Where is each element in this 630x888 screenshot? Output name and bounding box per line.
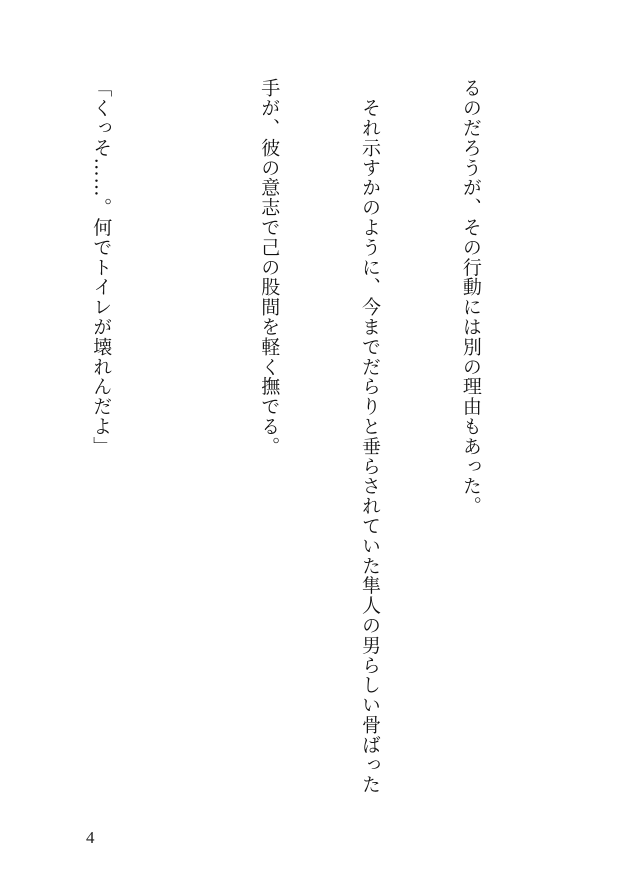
text-line: 手が、彼の意志で己の股間を軽く撫でる。 — [258, 78, 281, 457]
dialogue-line: 「くっそ……。何でトイレが壊れんだよ」 — [90, 78, 113, 457]
text-line: それ示すかのように、今までだらりと垂らされていた隼人の男らしい骨ばった — [359, 78, 382, 795]
page-number: 4 — [86, 828, 95, 847]
text-line: るのだろうが、その行動には別の理由もあった。 — [459, 78, 482, 516]
body-text — [74, 78, 554, 795]
